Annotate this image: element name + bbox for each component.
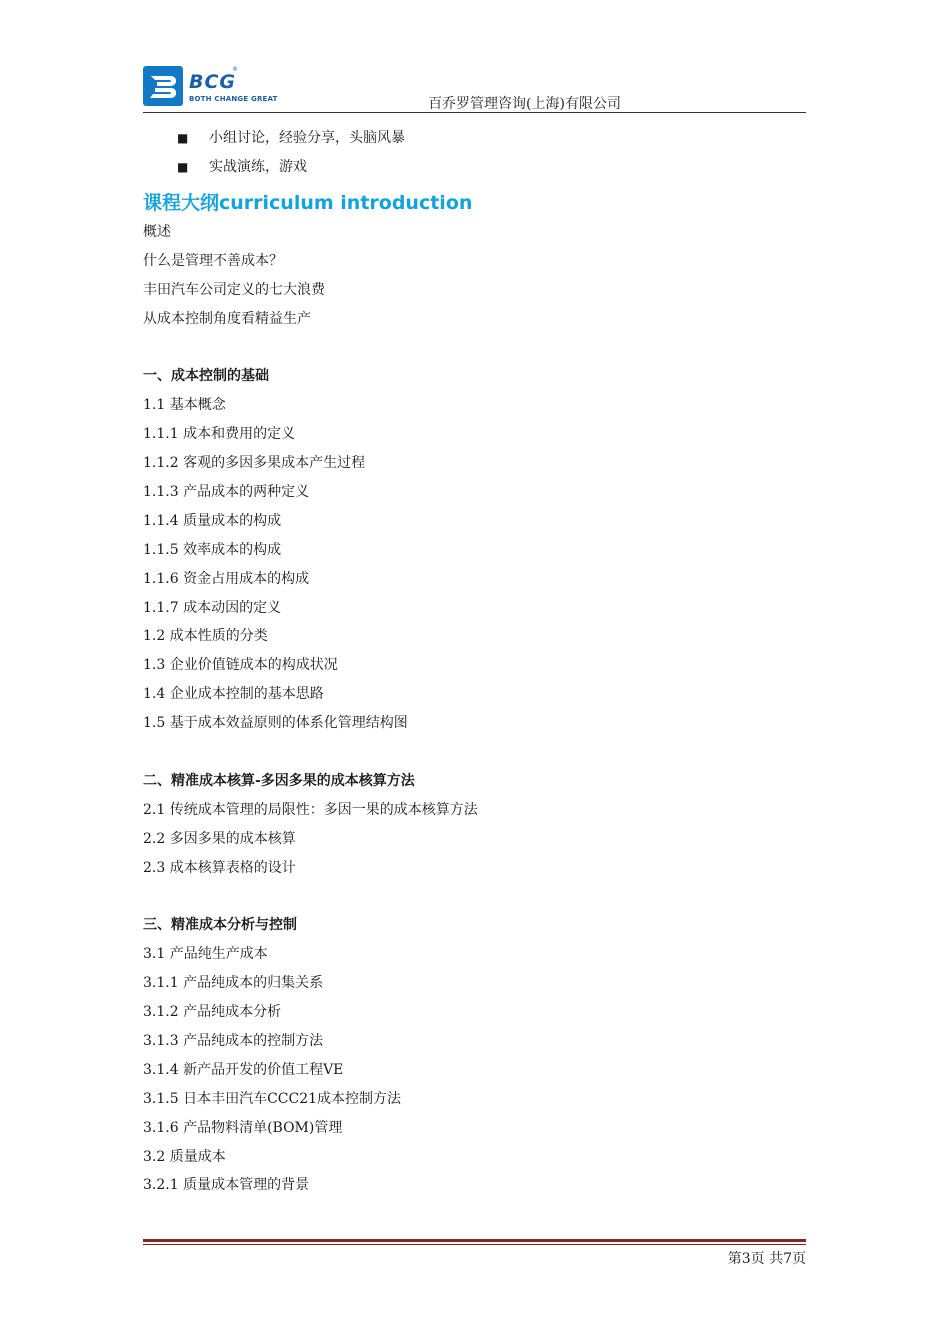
- outline-item: 1.1.3 产品成本的两种定义: [143, 484, 310, 501]
- outline-item: 1.1.6 资金占用成本的构成: [143, 570, 310, 587]
- outline-item: 1.3 企业价值链成本的构成状况: [143, 657, 338, 674]
- part-title: 三、精准成本分析与控制: [143, 917, 297, 934]
- outline-item: 3.1.1 产品纯成本的归集关系: [143, 975, 324, 992]
- outline-item: 1.1.4 质量成本的构成: [143, 512, 282, 529]
- spacer: [143, 334, 806, 363]
- square-bullet-icon: ■: [177, 160, 189, 174]
- outline-item: 3.2 质量成本: [143, 1148, 226, 1165]
- overview-line: 概述: [143, 224, 171, 240]
- outline-item: 3.1.2 产品纯成本分析: [143, 1004, 282, 1021]
- outline-item: 3.2.1 质量成本管理的背景: [143, 1177, 310, 1194]
- footer-divider: [143, 1239, 806, 1242]
- outline-item: 3.1.6 产品物料清单(BOM)管理: [143, 1119, 343, 1136]
- list-item: [143, 124, 806, 153]
- outline-item: 3.1.5 日本丰田汽车CCC21成本控制方法: [143, 1090, 402, 1107]
- page-header: [143, 66, 806, 114]
- document-body: [143, 124, 806, 1200]
- overview-line: 丰田汽车公司定义的七大浪费: [143, 281, 325, 298]
- company-name: 百乔罗管理咨询(上海)有限公司: [428, 96, 621, 112]
- bcg-logo: [143, 66, 293, 108]
- outline-item: 1.2 成本性质的分类: [143, 628, 268, 645]
- logo-tagline: BOTH CHANGE GREAT: [189, 95, 278, 103]
- footer-divider-thin: [143, 1244, 806, 1245]
- part-title: 二、精准成本核算-多因多果的成本核算方法: [143, 772, 415, 789]
- logo-mark-icon: [143, 66, 183, 106]
- part-title: 一、成本控制的基础: [143, 368, 269, 385]
- spacer: [143, 882, 806, 911]
- logo-registered-mark: ®: [232, 66, 238, 73]
- outline-item: 1.1.5 效率成本的构成: [143, 541, 282, 558]
- square-bullet-icon: ■: [177, 131, 189, 145]
- header-divider: [143, 112, 806, 113]
- outline-item: 2.3 成本核算表格的设计: [143, 859, 296, 876]
- outline-item: 2.2 多因多果的成本核算: [143, 830, 296, 847]
- spacer: [143, 738, 806, 767]
- outline-item: 3.1.3 产品纯成本的控制方法: [143, 1032, 324, 1049]
- outline-item: 2.1 传统成本管理的局限性：多因一果的成本核算方法: [143, 801, 478, 818]
- bullet-text: 实战演练，游戏: [209, 159, 307, 175]
- overview-line: 什么是管理不善成本？: [143, 252, 283, 269]
- logo-text: BCG: [189, 71, 237, 93]
- list-item: [143, 153, 806, 182]
- outline-item: 1.1 基本概念: [143, 397, 226, 414]
- page-number: 第3页 共7页: [727, 1251, 806, 1267]
- outline-item: 1.1.7 成本动因的定义: [143, 599, 282, 616]
- outline-item: 1.4 企业成本控制的基本思路: [143, 686, 324, 703]
- overview-line: 从成本控制角度看精益生产: [143, 310, 311, 327]
- bullet-text: 小组讨论，经验分享，头脑风暴: [209, 130, 405, 146]
- outline-item: 1.5 基于成本效益原则的体系化管理结构图: [143, 715, 408, 732]
- outline-item: 3.1 产品纯生产成本: [143, 946, 268, 963]
- outline-item: 3.1.4 新产品开发的价值工程VE: [143, 1061, 344, 1078]
- outline-item: 1.1.1 成本和费用的定义: [143, 426, 296, 443]
- section-heading: 课程大纲curriculum introduction: [143, 192, 473, 214]
- outline-item: 1.1.2 客观的多因多果成本产生过程: [143, 455, 366, 472]
